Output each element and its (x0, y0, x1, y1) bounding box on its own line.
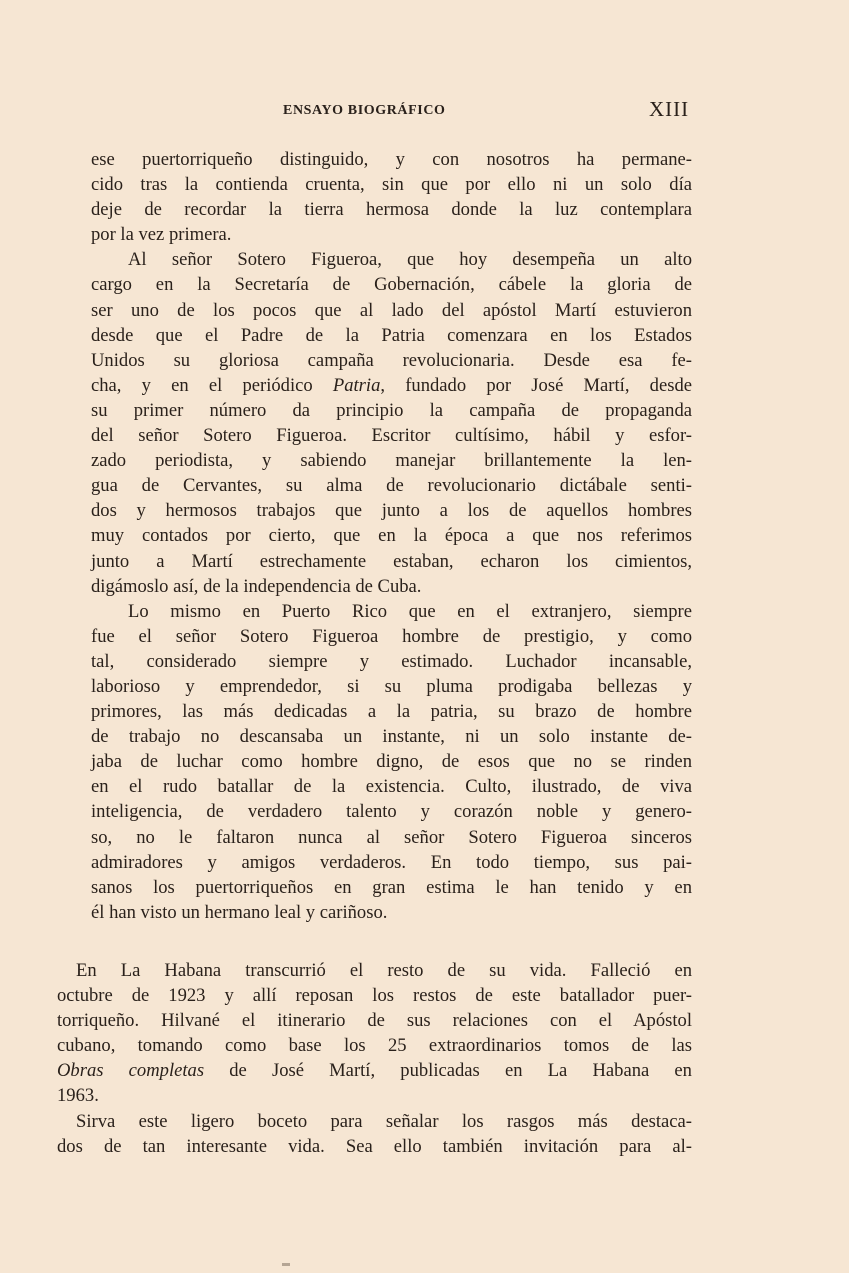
text-segment: cha, y en el periódico (91, 374, 333, 396)
text-line: su primer número da principio la campaña de propaganda (91, 399, 692, 421)
newspaper-title: Patria (332, 374, 381, 396)
text-line: jaba de luchar como hombre digno, de esos que no se rinden (91, 751, 692, 773)
author-text-block (57, 958, 692, 1159)
text-line (91, 373, 692, 398)
page-number: XIII (649, 97, 690, 121)
text-line: cido tras la contienda cruenta, sin que por ello ni un solo día (91, 174, 692, 196)
text-line: inteligencia, de verdadero talento y corazón noble y genero- (91, 801, 692, 823)
text-line: laborioso y emprendedor, si su pluma prodigaba bellezas y (91, 675, 692, 697)
text-line: cubano, tomando como base los 25 extraordinarios tomos de las (57, 1035, 692, 1057)
text-line: ser uno de los pocos que al lado del apóstol Martí estuvieron (91, 299, 692, 321)
text-line: desde que el Padre de la Patria comenzara en los Estados (91, 324, 692, 346)
book-title: Obras completas (57, 1060, 205, 1082)
quoted-text-block (91, 147, 692, 925)
text-line: octubre de 1923 y allí reposan los restos de este batallador puer- (57, 985, 692, 1007)
text-line: dos de tan interesante vida. Sea ello también invitación para al- (57, 1135, 692, 1157)
text-line: ese puertorriqueño distinguido, y con nosotros ha permane- (91, 149, 692, 170)
text-line: fue el señor Sotero Figueroa hombre de prestigio, y como (91, 625, 692, 647)
text-line: cargo en la Secretaría de Gobernación, cábele la gloria de (91, 274, 692, 296)
text-line: Sirva este ligero boceto para señalar los rasgos más destaca- (76, 1110, 692, 1132)
text-line: Lo mismo en Puerto Rico que en el extranjero, siempre (128, 600, 692, 622)
text-line (57, 1058, 692, 1083)
text-line: por la vez primera. (91, 224, 232, 246)
text-line: tal, considerado siempre y estimado. Luchador incansable, (91, 650, 692, 672)
text-line: él han visto un hermano leal y cariñoso. (91, 901, 388, 923)
text-line: del señor Sotero Figueroa. Escritor cultísimo, hábil y esfor- (91, 425, 692, 447)
text-line: 1963. (57, 1085, 99, 1107)
text-line: sanos los puertorriqueños en gran estima le han tenido y en (91, 876, 692, 898)
page-smudge (282, 1263, 290, 1266)
text-line: torriqueño. Hilvané el itinerario de sus relaciones con el Apóstol (57, 1010, 692, 1032)
running-header: ENSAYO BIOGRÁFICO (283, 103, 446, 118)
text-line: muy contados por cierto, que en la época a que nos referimos (91, 525, 692, 547)
text-line: admiradores y amigos verdaderos. En todo tiempo, sus pai- (91, 851, 692, 873)
text-line: gua de Cervantes, su alma de revolucionario dictábale senti- (91, 475, 692, 497)
text-line: Al señor Sotero Figueroa, que hoy desempeña un alto (128, 249, 692, 271)
text-line: zado periodista, y sabiendo manejar brillantemente la len- (91, 450, 692, 472)
text-line: Unidos su gloriosa campaña revolucionaria. Desde esa fe- (91, 349, 692, 371)
text-line: digámoslo así, de la independencia de Cuba. (91, 575, 422, 597)
text-line: En La Habana transcurrió el resto de su vida. Falleció en (76, 960, 692, 981)
text-line: dos y hermosos trabajos que junto a los de aquellos hombres (91, 500, 692, 522)
text-line: junto a Martí estrechamente estaban, echaron los cimientos, (91, 550, 692, 572)
text-segment: de José Martí, publicadas en La Habana en (204, 1060, 692, 1082)
text-line: primores, las más dedicadas a la patria, su brazo de hombre (91, 701, 692, 723)
text-line: deje de recordar la tierra hermosa donde la luz contemplara (91, 199, 692, 221)
text-segment: , fundado por José Martí, desde (380, 374, 692, 396)
text-line: so, no le faltaron nunca al señor Sotero Figueroa sinceros (91, 826, 692, 848)
text-line: de trabajo no descansaba un instante, ni un solo instante de- (91, 726, 692, 748)
text-line: en el rudo batallar de la existencia. Culto, ilustrado, de viva (91, 776, 692, 798)
